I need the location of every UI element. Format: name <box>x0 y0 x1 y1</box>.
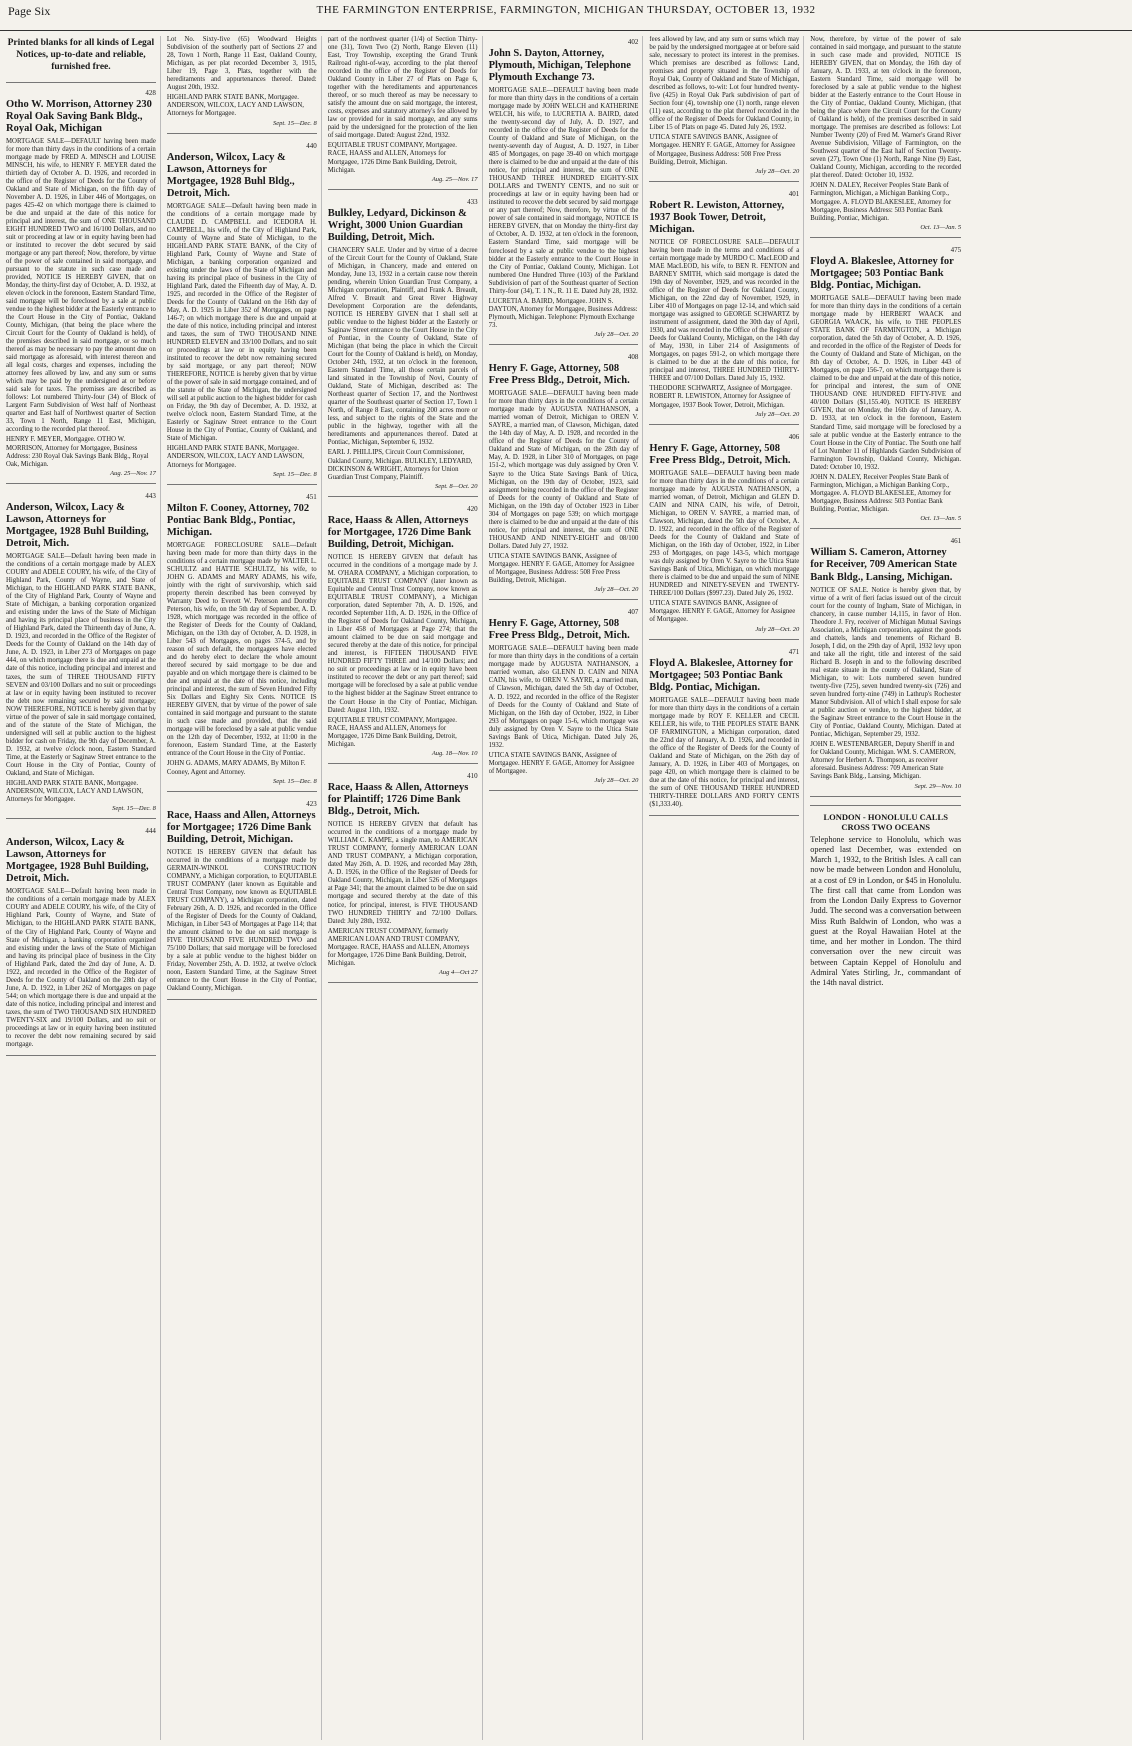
notice-run-dates: Aug. 25—Nov. 17 <box>431 175 478 183</box>
notice-run-dates: Sept. 15—Dec. 8 <box>273 119 317 127</box>
notice-run-dates: Aug. 18—Nov. 10 <box>431 750 478 758</box>
notice-signature: JOHN E. WESTENBARGER, Deputy Sheriff in and for Oakland County, Michigan. WM. S. CAMERON, Attorney for Herbert A. Thompson, as receiver aforesaid. Business Address: 709 American State Savings Bank Bldg., Lansing, Michigan. <box>810 740 956 781</box>
notice-signature: UTICA STATE SAVINGS BANK, Assignee of Mortgagee. HENRY F. GAGE, Attorney for Assignee of Mortgagee. <box>649 600 796 624</box>
divider-rule <box>328 982 478 983</box>
notice-run-dates: Oct. 13—Jan. 5 <box>920 224 962 232</box>
divider-rule <box>649 424 799 425</box>
notice-number: 475 <box>950 246 962 255</box>
notice-body: Now, therefore, by virtue of the power of sale contained in said mortgage, and pursuant to the statute in such case made and provided, NOTICE IS HEREBY GIVEN, that on Monday, the 16th day of January, A. D. 1933, at ten o'clock in the forenoon, Eastern Standard Time, said mortgage will be foreclosed by a sale at public vendue to the highest bidder at the Easterly entrance to the Court House in the City of Pontiac, Oakland County, Michigan, (that being the place where the Circuit Court for the County of Oakland is held), of the premises described in said mortgage. The premises are described as follows: Lot Number Twenty (20) of Fred M. Warner's Grand River Avenue Subdivision, Village of Farmington, on the Southwest quarter of the East half of Section Twenty-seven (27), Town One (1) North, Range Nine (9) East, Oakland County, Michigan, according to the recorded plat thereof. Dated: October 10, 1932. <box>810 36 962 180</box>
legal-notice <box>649 190 799 425</box>
notice-body: part of the northwest quarter (1/4) of Section Thirty-one (31), Town Two (2) North, Range Eleven (11) East, Troy Township, excepting the Grand Trunk Railroad right-of-way, according to the plat thereof recorded in the office of the Register of Deeds for Oakland County in Liber 27 of Plats on Page 6, together with the hereditaments and appurtenances thereof, or so much thereof as may be necessary to satisfy the amount due on said mortgage, the interest, costs, expenses and statutory attorney's fee allowed by law or provided for in said mortgage, and any sums paid by the undersigned for the protection of the lien of said mortgage. Dated: August 22nd, 1932. <box>327 36 478 140</box>
notice-signature: AMERICAN TRUST COMPANY, formerly AMERICAN LOAN AND TRUST COMPANY, Mortgagee. RACE, HAASS and ALLEN, Attorneys for Mortgagee, 1726 Dime Bank Building, Detroit, Michigan. <box>327 927 470 968</box>
legal-notice <box>167 36 317 134</box>
notice-heading: Otho W. Morrison, Attorney 230 Royal Oak Saving Bank Bldg., Royal Oak, Michigan <box>6 98 152 134</box>
legal-notice <box>167 800 317 1000</box>
divider-rule <box>489 599 639 600</box>
divider-rule <box>167 484 317 485</box>
notice-run-dates: July 28—Oct. 20 <box>755 167 800 175</box>
notice-signature: EARL J. PHILLIPS, Circuit Court Commissioner, Oakland County, Michigan. BULKLEY, LEDYARD, DICKINSON & WRIGHT, Attorneys for Union Guardian Trust Company, Plaintiff. <box>327 449 473 481</box>
divider-rule <box>6 818 156 819</box>
notice-heading: Race, Haass & Allen, Attorneys for Plaintiff; 1726 Dime Bank Bldg., Detroit, Mich. <box>327 782 469 818</box>
newspaper-title: THE FARMINGTON ENTERPRISE, FARMINGTON, MICHIGAN THURSDAY, OCTOBER 13, 1932 <box>316 4 816 16</box>
notice-heading: Anderson, Wilcox, Lacy & Lawson, Attorneys for Mortgagee, 1928 Buhl Bldg., Detroit, Mich. <box>166 151 295 199</box>
legal-notice <box>328 198 478 497</box>
notice-number: 444 <box>145 827 156 836</box>
notice-heading: Henry F. Gage, Attorney, 508 Free Press Bldg., Detroit, Mich. <box>488 618 630 642</box>
masthead <box>0 0 1132 31</box>
legal-notice <box>489 353 639 600</box>
notice-signature: EQUITABLE TRUST COMPANY, Mortgagee. RACE, HAASS and ALLEN, Attorneys for Mortgagee, 1726 Dime Bank Building, Detroit, Michigan. <box>327 142 457 174</box>
legal-notice-columns <box>6 36 1126 1740</box>
notice-signature: HIGHLAND PARK STATE BANK, Mortgagee. ANDERSON, WILCOX, LACY AND LAWSON, Attorneys for Mortgagee. <box>6 779 144 804</box>
divider-rule <box>649 639 799 640</box>
notice-number: 451 <box>306 492 317 501</box>
column-6 <box>810 36 965 1740</box>
notice-number: 471 <box>788 647 800 656</box>
divider-rule <box>489 790 639 791</box>
notice-body: fees allowed by law, and any sum or sums which may be paid by the undersigned mortgagee at or before said sale, necessary to protect its interest in the premises. Which premises are described as follows: Land, premises and property situated in the Township of Royal Oak, County of Oakland and State of Michigan, described as follows, to-wit: Lot four hundred twenty-five (425) in Royal Oak Park subdivision of part of Section four (4), township one (1) north, range eleven (11) east, according to the plat thereof recorded in the office of the Register of Deeds for Oakland County, in Liber 15 of Plats on page 45. Dated July 26, 1932. <box>649 36 800 132</box>
divider-rule <box>649 815 799 816</box>
notice-body: NOTICE OF SALE. Notice is hereby given that, by virtue of a writ of fieri facias issued out of the circuit court for the county of Ingham, State of Michigan, in chancery, in cause number 14,115, in favor of Hon. Theodore J. Fry, receiver of Michigan Mutual Savings Association, a Michigan corporation, against the goods and chattels, lands and tenements of Richard B. Joseph, I did, on the 29th day of April, 1932 levy upon and take all the right, title and interest of the said Richard B. Joseph in and to the following described real estate situate in the county of Oakland, State of Michigan, to wit: Lots numbered seven hundred twenty-five (725), seven hundred twenty-six (726) and seven hundred forty-nine (749) in Lathrup's Rochester Manor Subdivision. All of which I shall expose for sale at public auction or vendue, to the highest bidder, at the Saginaw Street entrance to the Court House in the City of Pontiac, Oakland County, Michigan. Dated at Pontiac, Michigan, September 29, 1932. <box>810 586 962 738</box>
notice-body: MORTGAGE SALE—DEFAULT having been made for more than thirty days in the conditions of a certain mortgage made by HERBERT WAACK and GEORGIA WAACK, his wife, to THE PEOPLES STATE BANK OF FARMINGTON, a Michigan corporation, dated the 5th day of October, A. D. 1926, and recorded in the office of the Register of Deeds for the County of Oakland and State of Michigan, on the 8th day of October, A. D. 1926, in Liber 443 of Mortgages, on page 156-7, on which mortgage there is claimed to be due and unpaid at the date of this notice, for principal and interest, the sum of ONE THOUSAND ONE HUNDRED FIFTY-FIVE and 40/100 Dollars ($1,155.40). NOTICE IS HEREBY GIVEN, that on Monday, the 16th day of January, A. D. 1933, at ten o'clock in the forenoon, Eastern Standard Time, said mortgage will be foreclosed by a sale at public vendue at the Easterly entrance to the Court House in the City of Pontiac. The South one half of Lot Number 11 of Highlands Garden Subdivision of Farmington Township, Oakland County, Michigan. Dated: October 10, 1932. <box>810 295 962 471</box>
notice-heading: Milton F. Cooney, Attorney, 702 Pontiac Bank Bldg., Pontiac, Michigan. <box>166 502 310 538</box>
notice-run-dates: Sept. 15—Dec. 8 <box>112 805 156 813</box>
notice-run-dates: July 28—Oct. 20 <box>594 586 639 594</box>
notice-body: MORTGAGE SALE—Default having been made in the conditions of a certain mortgage made by CLAUDE D. CAMPBELL and ICEDORA H. CAMPBELL, his wife, of the City of Highland Park, County of Wayne and State of Michigan, to the HIGHLAND PARK STATE BANK, of the City of Highland Park, County of Wayne and State of Michigan, a banking corporation organized and existing under the laws of the State of Michigan and having its principal place of business in the City of Highland Park, dated the Fifteenth day of May, A. D. 1925, and recorded in the Office of the Register of Deeds for the County of Oakland on the 16th day of May, A. D. 1925 in Liber 352 of Mortgages, on page 146-7; on which mortgage there is due and unpaid at the date of this notice, including principal and interest and taxes, the sum of TWO THOUSAND NINE HUNDRED ELEVEN and 33/100 Dollars, and no suit or proceedings at law or in equity having been instituted to recover the debt now remaining secured by said mortgage, or any part thereof; NOW THEREFORE, NOTICE is hereby given that by virtue of the power of sale in said mortgage contained, and of the statute of the State of Michigan, the undersigned will sell at public auction to the highest bidder for cash on Friday, the 9th day of December, A. D. 1932, at twelve o'clock noon, Eastern Standard Time, at the Easterly or Saginaw Street entrance to the Court House in the City of Pontiac, County of Oakland, and State of Michigan. <box>166 202 317 443</box>
divider-rule <box>167 133 317 134</box>
notice-run-dates: July 28—Oct. 20 <box>594 777 639 785</box>
notice-body: MORTGAGE SALE—DEFAULT having been made for more than thirty days in the conditions of a certain mortgage made by AUGUSTA NATHANSON, a married woman, of Detroit, Michigan and GLEN D. CAIN and NINA CAIN, his wife, of Detroit, Michigan, to OREN V. SAYRE, a married man, of Clawson, Michigan, dated the 5th day of October, A. D. 1922, and recorded in the office of the Register of Deeds for the County of Oakland and State of Michigan, on the 16th day of October, 1922, in Liber 293 of Mortgages, on page 143-5, which mortgage was duly assigned by Oren V. Sayre to the Utica State Savings Bank of Utica, Michigan, on which mortgage there is claimed to be due and unpaid the sum of NINE HUNDRED and NINETY-SEVEN and TWENTY-THREE/100 Dollars ($997.23). Dated July 26, 1932. <box>649 469 800 598</box>
divider-rule <box>810 796 961 797</box>
divider-rule <box>649 181 799 182</box>
notice-signature: LUCRETIA A. BAIRD, Mortgagee. JOHN S. DAYTON, Attorney for Mortgagee, Business Address: Plymouth, Michigan. Telephone: Plymouth Exchange 73. <box>488 297 638 330</box>
notice-run-dates: Sept. 8—Oct. 20 <box>434 483 478 491</box>
notice-body: MORTGAGE SALE—DEFAULT having been made for more than thirty days in the conditions of a certain mortgage made by FRED A. MINSCH and LOUISE MINSCH, his wife, to HENRY F. MEYER dated the thirtieth day of October A. D. 1926, and recorded in the office of the Register of Deeds for the County of Oakland and State of Michigan, on the fifth day of November A. D. 1926, in Liber 446 of Mortgages, on pages 425-42 on which mortgage there is claimed to be due and unpaid at the date of this notice for principal and interest, the sum of ONE THOUSAND EIGHT HUNDRED TWO and 16/100 Dollars, and no suit or proceeding at law or in equity having been had or instituted to recover the debt secured by said mortgage or any part thereof; Now, therefore, by virtue of the power of sale contained in said mortgage, and pursuant to the statute in such case made and provided, NOTICE IS HEREBY GIVEN, that on Monday, the thirty-first day of October, A. D. 1932, at eleven o'clock in the forenoon, Eastern Standard Time, said mortgage will be foreclosed by a sale at public vendue to the highest bidder at the Easterly entrance to the Court House in the City of Pontiac, Oakland County, Michigan, (that being the place where the Circuit Court for the County of Oakland is held), of the premises described in said mortgage, or so much thereof as may be necessary to pay the amount due on said mortgage as aforesaid, with interest thereon and all legal costs, charges and expenses, including the attorney fees allowed by law, and any sum or sums which may be paid by the undersigned at or before said sale for taxes. The premises are described as follows: Lot numbered Thirty-four (34) of Block of Largent Farm Subdivision of West half of Northeast quarter and East half of Northwest quarter of Section 33, Town 1 North, Range 11 East, Michigan, according to the recorded plat thereof. <box>6 137 156 434</box>
notice-body: CHANCERY SALE. Under and by virtue of a decree of the Circuit Court for the County of Oakland, State of Michigan, in Chancery, made and entered on Monday, June 13, 1932 in a certain cause now therein pending, wherein Union Guardian Trust Company, a Michigan corporation, Plaintiff, and Frank A. Breault, Alfred V. Breault and Great River Highway Development Corporation are the defendants, NOTICE IS HEREBY GIVEN that I shall sell at public vendue to the highest bidder at the Easterly or Saginaw Street entrance to the Court House in the City of Pontiac, in the County of Oakland, State of Michigan (that being the place in which the Circuit Court for the County of Oakland is held), on Monday, October 24th, 1932, at ten o'clock in the forenoon, Eastern Standard Time, all those certain parcels of land situated in the Township of Novi, County of Oakland, State of Michigan, described as: The Northeast quarter of Section 17, and the Northwest quarter of the Southeast quarter of Section 17, Town 1 North, of Range 8 East, containing 200 acres more or less, and subject to the rights of the State and the public in the highway, together with all the hereditaments and appurtenances thereof. Dated at Pontiac, Michigan, September 6, 1932. <box>327 247 478 447</box>
legal-notice <box>489 608 639 791</box>
notice-run-dates: Sept. 15—Dec. 8 <box>273 470 317 478</box>
divider-rule <box>6 82 156 83</box>
notice-number: 428 <box>145 88 156 97</box>
divider-rule <box>489 344 639 345</box>
notice-number: 423 <box>306 799 317 808</box>
notice-run-dates: Aug 4—Oct 27 <box>438 969 478 977</box>
notice-body: MORTGAGE SALE—Default having been made in the conditions of a certain mortgage made by ALEX COURY and ADELE COURY, his wife, of the City of Highland Park, County of Wayne, and State of Michigan, to the HIGHLAND PARK STATE BANK, of the City of Highland Park, County of Wayne and State of Michigan, a banking corporation organized and existing under the laws of the State of Michigan and having its principal place of business in the City of Highland Park, dated the 2nd day of June, A. D. 1922, and recorded in the Office of the Register of Deeds for the County of Oakland on the 28th day of June, A. D. 1922, in Liber 262 of Mortgages on page 544; on which mortgage there is due and unpaid at the date of this notice, including principal and interest and taxes, the sum of TWO THOUSAND SIX HUNDRED TWENTY-SIX and 19/100 Dollars, and no suit or proceedings at law or in equity having been instituted to recover the debt now remaining secured by said mortgage. <box>6 888 156 1048</box>
notice-signature: JOHN G. ADAMS, MARY ADAMS, By Milton F. Cooney, Agent and Attorney. <box>166 760 306 776</box>
notice-run-dates: Aug. 25—Nov. 17 <box>110 470 156 478</box>
notice-body: NOTICE IS HEREBY GIVEN that default has occurred in the conditions of a mortgage made by GERMAIN-WINKOL CONSTRUCTION COMPANY, a Michigan corporation, to EQUITABLE TRUST COMPANY (later known as Equitable and Central Trust Company, now known as EQUITABLE TRUST COMPANY), a Michigan corporation, dated February 26th, A. D. 1926, and recorded in the Office of the Register of Deeds for the County of Oakland, Michigan, in Liber 543 of Mortgages at Page 114; that the amount claimed to be due on said mortgage is FIVE THOUSAND FIVE HUNDRED TWO and 75/100 Dollars; that said mortgage will be foreclosed by a sale at public vendue to the highest bidder on Friday, November 25th, A. D. 1932, at twelve o'clock noon, Eastern Standard Time, at the Saginaw Street entrance to the Court House in the City of Pontiac, Oakland County, Michigan. <box>166 848 317 993</box>
notice-run-dates: Sept. 15—Dec. 8 <box>273 777 317 785</box>
notice-body: MORTGAGE FORECLOSURE SALE—Default having been made for more than thirty days in the conditions of a certain mortgage made by WALTER L. SCHULTZ and HATTIE SCHULTZ, his wife, to JOHN G. ADAMS and MARY ADAMS, his wife, jointly with the right of survivorship, which said property therein described has been conveyed by Warranty Deed to Everett W. Peterson and Dorothy Peterson, his wife, on the 5th day of September, A. D. 1928, which mortgage was recorded in the office of the Register of Deeds for the County of Oakland, Michigan, on the 13th day of October, A. D. 1928, in Liber 543 of Mortgages, on pages 374-5, and by reason of such default, the mortgagees have elected and do hereby elect to declare the whole amount thereof secured by said mortgage to be due and payable and on which mortgage there is claimed to be due and unpaid at the date of this notice, including principal and interest, the sum of Seven Hundred Fifty Six Dollars and Eighty Six Cents. NOTICE IS HEREBY GIVEN, that by virtue of the power of sale contained in said mortgage and pursuant to the statute in such case made and provided, that the said mortgage will be foreclosed by a sale at public vendue on the 12th day of December, 1932, at 11:00 in the forenoon, Eastern Standard Time, at the Easterly entrance of the Court House in the City of Pontiac. <box>166 541 317 758</box>
news-body: Telephone service to Honolulu, which was opened last December, was extended on March 1, 1932, to the British Isles. A call can now be made between London and Honolulu, at a cost of £9 in London, or $45 in Honolulu. The first call that came from London was from the London Daily Express to Governor Judd. The second was a conversation between Miss Ruth Baldwin of London, who was a guest at the Royal Hawaiian Hotel at the time, and her mother in London. The third conversation over the new circuit was between Captain Keppel of Honolulu and Admiral Yates Stirling, Jr., commandant of the 14th naval district. <box>810 834 962 988</box>
legal-notice <box>649 648 799 816</box>
notice-body: MORTGAGE SALE—Default having been made in the conditions of a certain mortgage made by ALEX COURY and ADELE COURY, his wife, of the City of Highland Park, County of Wayne, and State of Michigan, to the HIGHLAND PARK STATE BANK, of the City of Highland Park, County of Wayne and State of Michigan, a banking corporation organized and existing under the laws of the State of Michigan and having its principal place of business in the City of Highland Park, dated the Thirteenth day of June, A. D. 1923, and recorded in the Office of the Register of Deeds for the County of Oakland on the 14th day of June, A. D. 1923, in Liber 273 of Mortgages on page 444, on which mortgage there is due and unpaid at the date of this notice, including principal and interest and taxes, the sum of THREE THOUSAND FIFTY SEVEN and 03/100 Dollars and no suit or proceedings at law or in equity having been instituted to recover the debt now remaining secured by said mortgage; NOW THEREFORE, NOTICE is hereby given that by virtue of the power of sale in said mortgage contained, and of the statute of the State of Michigan, the undersigned will sell at public auction to the highest bidder for cash on Friday, the 9th day of December, A. D. 1932, at twelve o'clock noon, Eastern Standard Time, at the Easterly or Saginaw Street entrance to the Court House in the City of Pontiac, County of Oakland, and State of Michigan. <box>6 553 156 777</box>
notice-signature: HIGHLAND PARK STATE BANK, Mortgagee. ANDERSON, WILCOX, LACY AND LAWSON, Attorneys for Mortgagee. <box>166 94 304 118</box>
notice-number: 440 <box>306 141 317 150</box>
legal-notice <box>489 38 639 345</box>
notice-signature: HENRY F. MEYER, Mortgagee. OTHO W. MORRISON, Attorney for Mortgagee, Business Address: 230 Royal Oak Savings Bank Bldg., Royal Oak, Michigan. <box>6 436 149 468</box>
notice-signature: THEODORE SCHWARTZ, Assignee of Mortgagee. ROBERT R. LEWISTON, Attorney for Assignee of Mortgagee, 1937 Book Tower, Detroit, Michigan. <box>649 385 793 409</box>
notice-signature: HIGHLAND PARK STATE BANK, Mortgagee. ANDERSON, WILCOX, LACY AND LAWSON, Attorneys for Mortgagee. <box>166 445 304 469</box>
notice-heading: Anderson, Wilcox, Lacy & Lawson, Attorneys for Mortgagee, 1928 Buhl Building, Detroit, Mich. <box>6 502 149 550</box>
intro-text: Printed blanks for all kinds of Legal Notices, up-to-date and reliable, furnished free. <box>7 38 155 72</box>
notice-heading: Race, Haass & Allen, Attorneys for Mortgagee, 1726 Dime Bank Building, Detroit, Michigan. <box>327 515 472 551</box>
legal-notice <box>6 492 156 819</box>
news-headline: LONDON - HONOLULU CALLS CROSS TWO OCEANS <box>823 811 948 832</box>
notice-heading: Bulkley, Ledyard, Dickinson & Wright, 3000 Union Guardian Building, Detroit, Mich. <box>327 207 467 243</box>
notice-number: 461 <box>950 537 962 546</box>
notice-heading: Race, Haass and Allen, Attorneys for Mortgagee; 1726 Dime Bank Building, Detroit, Michigan. <box>166 809 316 845</box>
notice-heading: Henry F. Gage, Attorney, 508 Free Press Bldg., Detroit, Mich. <box>649 442 791 466</box>
notice-signature: JOHN N. DALEY, Receiver Peoples State Bank of Farmington, Michigan, a Michigan Banking Corp., Mortgagee. A. FLOYD BLAKESLEE, Attorney for Mortgagee, Business Address: 503 Pontiac Bank Building, Pontiac, Michigan. <box>810 182 952 222</box>
legal-notice <box>810 36 961 238</box>
legal-notice <box>649 36 799 182</box>
notice-heading: Floyd A. Blakeslee, Attorney for Mortgagee; 503 Pontiac Bank Bldg. Pontiac, Michigan. <box>810 256 954 292</box>
divider-rule <box>810 528 961 529</box>
notice-number: 402 <box>627 38 639 46</box>
notice-body: MORTGAGE SALE—DEFAULT having been made for more than thirty days in the conditions of a certain mortgage made by AUGUSTA NATHANSON, a married woman, also GLENN D. CAIN and NINA CAIN, his wife, to OREN V. SAYRE, a married man, of Clawson, Michigan, dated the 5th day of October, A. D. 1922, and recorded in the office of the Register of Deeds for the County of Oakland and State of Michigan, on the 16th day of October, 1922, in Liber 293 of Mortgages on page 15-6, which mortgage was duly assigned by Oren V. Sayre to the Utica State Savings Bank of Utica, Michigan. Dated July 26, 1932. <box>488 645 639 749</box>
divider-rule <box>810 237 961 238</box>
divider-rule <box>328 189 478 190</box>
notice-signature: UTICA STATE SAVINGS BANK, Assignee of Mortgagee. HENRY F. GAGE, Attorney for Assignee of Mortgagee, Business Address: 508 Free Press Building, Detroit, Michigan. <box>488 552 635 585</box>
divider-rule <box>6 1055 156 1056</box>
notice-number: 433 <box>467 197 478 206</box>
notice-run-dates: Sept. 29—Nov. 10 <box>914 782 962 790</box>
notice-run-dates: July 28—Oct. 20 <box>594 331 639 339</box>
notice-run-dates: July 28—Oct. 20 <box>755 625 800 633</box>
notice-signature: UTICA STATE SAVINGS BANK, Assignee of Mortgagee. HENRY F. GAGE, Attorney for Assignee of Mortgagee, Business Address: 508 Free Press Building, Detroit, Michigan. <box>649 134 796 166</box>
notice-body: NOTICE IS HEREBY GIVEN that default has occurred in the conditions of a mortgage made by J. M. O'HARA COMPANY, a Michigan corporation, to EQUITABLE TRUST COMPANY (later known as Equitable and Central Trust Company, now known as EQUITABLE TRUST COMPANY), a Michigan corporation, dated September 7th, A. D. 1926, and recorded September 11th, A. D. 1926, in the Office of the Register of Deeds for Oakland County, Michigan, in Liber 458 of Mortgages at Page 274; that the amount claimed to be due on said mortgage and secured thereby at the date of this notice, for principal and interest, is FIFTEEN THOUSAND FIVE HUNDRED FIFTY THREE and 14/100 Dollars; and no suit or proceedings at law or in equity have been instituted to recover the debt or any part thereof; said mortgage will be foreclosed by a sale at public vendue to the highest bidder at the Saginaw Street entrance to the Court House in the City of Pontiac, Michigan. Dated: August 11th, 1932. <box>327 554 478 714</box>
legal-notice <box>810 537 961 796</box>
notice-number: 410 <box>467 772 478 781</box>
notice-number: 408 <box>627 353 639 362</box>
notice-heading: Henry F. Gage, Attorney, 508 Free Press Bldg., Detroit, Mich. <box>488 363 630 387</box>
notice-body: MORTGAGE SALE—DEFAULT having been made for more than thirty days in the conditions of a certain mortgage made by AUGUSTA NATHANSON, a married woman of Detroit, Michigan to OREN V. SAYRE, a married man, of Clawson, Michigan, dated the 14th day of May, A. D. 1928, and recorded in the office of the Register of Deeds for the County of Oakland and State of Michigan, on the 28th day of May, A. D. 1928, in Liber 310 of Mortgages, on page 151-2, which mortgage was duly assigned by Oren V. Sayre to the Utica State Savings Bank of Utica, Michigan, on the 19th day of October, 1923, said assignment being recorded in the office of the Register of Deeds for the county of Oakland and State of Michigan, on the 19th day of October 1923 in Liber 304 of Mortgages on page 539; on which mortgage there is claimed to be due and unpaid at the date of this notice, for principal and interest, the sum of ONE THOUSAND AND NINETY-EIGHT and 08/100 Dollars. Dated July 27, 1932. <box>488 390 639 550</box>
divider-rule <box>810 805 961 806</box>
divider-rule <box>328 763 478 764</box>
legal-notice <box>328 505 478 764</box>
notice-body: MORTGAGE SALE—DEFAULT having been made for more than thirty days in the conditions of a certain mortgage made by ROY F. KELLER and CECIL KELLER, his wife, to THE PEOPLES STATE BANK OF FARMINGTON, a Michigan corporation, dated the 22nd day of January, A. D. 1926, and recorded in the office of the Register of Deeds for the County of Oakland and State of Michigan, on the 26th day of January, A. D. 1926, in Liber 403 of Mortgages, on page 420, on which mortgage there is claimed to be due at the date of this notice, for principal and interest, the sum of ONE THOUSAND THREE HUNDRED THIRTY-THREE DOLLARS AND FORTY CENTS ($1,333.40). <box>649 696 800 808</box>
notice-number: 401 <box>788 189 800 198</box>
notice-heading: William S. Cameron, Attorney for Receiver, 709 American State Bank Bldg., Lansing, Michigan. <box>810 547 957 583</box>
column-4 <box>489 36 644 1740</box>
legal-notice <box>167 142 317 485</box>
notice-heading: Robert R. Lewiston, Attorney, 1937 Book Tower, Detroit, Michigan. <box>649 199 785 235</box>
notice-run-dates: July 28—Oct. 20 <box>755 410 800 418</box>
notice-signature: UTICA STATE SAVINGS BANK, Assignee of Mortgagee. HENRY F. GAGE, Attorney for Assignee of Mortgagee. <box>488 751 635 775</box>
divider-rule <box>328 496 478 497</box>
legal-notice <box>328 36 478 190</box>
divider-rule <box>167 999 317 1000</box>
notice-body: NOTICE IS HEREBY GIVEN that default has occurred in the conditions of a mortgage made by WILLIAM C. KAMPE, a single man, to AMERICAN TRUST COMPANY, formerly AMERICAN LOAN AND TRUST COMPANY, a Michigan corporation, dated May 26th, A. D. 1926, and recorded May 28th, A. D. 1926, in the Office of the Register of Deeds for Oakland County, Michigan, in Liber 526 of Mortgages at Page 341; that the amount claimed to be due on said mortgage and secured thereby at the date of this notice, for principal, interest, is FIVE THOUSAND TWO HUNDRED THIRTY and 72/100 Dollars. Dated: July 28th, 1932. <box>327 821 478 925</box>
column-1 <box>6 36 161 1740</box>
column-2 <box>167 36 322 1740</box>
notice-body: Lot No. Sixty-five (65) Woodward Heights Subdivision of the southerly part of Sections 27 and 28, Town 1 North, Range 11 East, Oakland County, Michigan, as per plat recorded December 3, 1915, Liber 19, Page 3, Plats, together with the hereditaments and appurtenances thereof. Dated: August 20th, 1932. <box>166 36 317 92</box>
page-number: Page Six <box>8 4 51 18</box>
legal-notice <box>6 89 156 484</box>
column-3 <box>328 36 483 1740</box>
divider-rule <box>167 791 317 792</box>
notice-body: NOTICE OF FORECLOSURE SALE—DEFAULT having been made in the terms and conditions of a certain mortgage made by MURDO C. MacLEOD and MAE MacLEOD, his wife, to BEN R. FENTON and BARNEY SMITH, which said mortgage is dated the 19th day of November, 1929, and was recorded in the office of the Register of Deeds for Oakland County, Michigan, on the 22nd day of November, 1929, in Liber 410 of Mortgages on page 12-14, and which said mortgage was assigned to GEORGE SCHWARTZ by instrument of assignment, dated the 30th day of April, 1930, and was recorded in the Office of the Register of Deeds for Oakland County, Michigan, on the 14th day of May, 1930, in Liber 214 of Assignments of Mortgages, on pages 591-2, on which mortgage there is claimed to be due at the date of this notice, for principal and interest, THREE HUNDRED THIRTY-THREE and 07/100 Dollars. Dated July 15, 1932. <box>649 239 800 383</box>
notice-signature: JOHN N. DALEY, Receiver Peoples State Bank of Farmington, Michigan, a Michigan Banking Corp., Mortgagee. A. FLOYD BLAKESLEE, Attorney for Mortgagee, Business Address: 503 Pontiac Bank Building, Pontiac, Michigan. <box>810 473 952 514</box>
notice-heading: John S. Dayton, Attorney, Plymouth, Michigan, Telephone Plymouth Exchange 73. <box>488 48 631 84</box>
legal-notice <box>810 246 961 529</box>
notice-body: MORTGAGE SALE—DEFAULT having been made for more than thirty days in the conditions of a certain mortgage made by JOHN WELCH and KATHERINE WELCH, his wife, to LUCRETIA A. BAIRD, dated the twenty-second day of July, A. D. 1927, and recorded in the office of the Register of Deeds for the County of Oakland and State of Michigan, on the twenty-seventh day of August, A. D. 1927, in Liber 485 of Mortgages, on page 39-40 on which mortgage there is claimed to be due and unpaid at the date of this notice, for principal and interest, the sum of ONE THOUSAND THREE HUNDRED EIGHTY-SIX DOLLARS and TWENTY CENTS, and no suit or proceedings at law or in equity having been had or instituted to recover the debt secured by said mortgage or any part thereof; Now, therefore, by virtue of the power of sale contained in said mortgage, NOTICE IS HEREBY GIVEN, that on Monday the thirty-first day of October, A. D. 1932, at ten o'clock in the forenoon, Eastern Standard Time, said mortgage will be foreclosed by a sale at public vendue to the highest bidder at the Easterly entrance to the Court House in the City of Pontiac, Oakland County, Michigan. Lot numbered One Hundred Three (103) of the Parkland Subdivision of part of the Southeast quarter of Section Thirty-four (34), T. 1 N., R. 11 E. Dated July 28, 1932. <box>488 87 639 295</box>
legal-notice <box>328 772 478 983</box>
legal-notice <box>167 493 317 792</box>
notice-number: 407 <box>627 608 639 617</box>
divider-rule <box>6 483 156 484</box>
notice-run-dates: Oct. 13—Jan. 5 <box>920 515 962 523</box>
legal-notice <box>6 827 156 1056</box>
legal-notice <box>649 433 799 640</box>
notice-number: 443 <box>145 492 156 501</box>
notice-heading: Floyd A. Blakeslee, Attorney for Mortgagee; 503 Pontiac Bank Bldg. Pontiac, Michigan. <box>649 657 793 693</box>
notice-signature: EQUITABLE TRUST COMPANY, Mortgagee. RACE, HAASS and ALLEN, Attorneys for Mortgagee, 1726 Dime Bank Building, Detroit, Michigan. <box>327 716 457 748</box>
notice-heading: Anderson, Wilcox, Lacy & Lawson, Attorneys for Mortgagee, 1928 Buhl Building, Detroit, Mich. <box>6 837 149 885</box>
column-5 <box>649 36 804 1740</box>
news-item <box>810 805 961 989</box>
notice-number: 420 <box>467 505 478 514</box>
notice-number: 406 <box>788 432 800 441</box>
